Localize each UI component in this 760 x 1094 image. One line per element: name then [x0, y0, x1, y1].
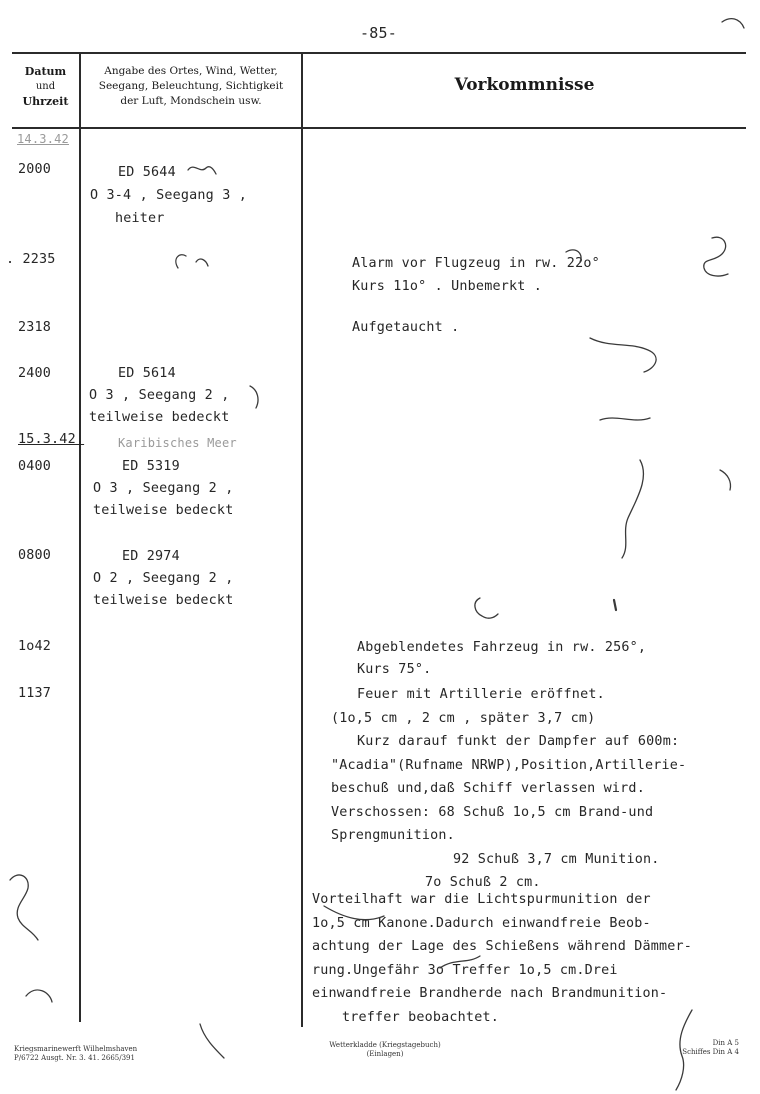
- header-time-label: Uhrzeit: [22, 95, 69, 108]
- time-2400: 2400: [18, 366, 52, 381]
- time-2235: . 2235: [6, 252, 56, 267]
- weather-sky: teilweise bedeckt: [89, 410, 230, 425]
- event-2318: Aufgetaucht .: [352, 320, 460, 335]
- event-line: Sprengmunition.: [331, 828, 455, 843]
- event-line: Abgeblendetes Fahrzeug in rw. 256°,: [357, 640, 647, 655]
- date-14-3-42: 14.3.42: [17, 132, 69, 146]
- weather-sky: teilweise bedeckt: [93, 593, 234, 608]
- weather-wind-sea: O 3 , Seegang 2 ,: [89, 388, 230, 403]
- event-line: achtung der Lage des Schießens während Dämmer-: [312, 939, 693, 954]
- header-and-label: und: [35, 81, 56, 92]
- footer-center-line-2: (Einlagen): [366, 1050, 404, 1058]
- event-line: rung.Ungefähr 3o Treffer 1o,5 cm.Drei: [312, 962, 618, 978]
- footer-left-line-1: Kriegsmarinewerft Wilhelmshaven: [14, 1045, 138, 1053]
- footer-left-line-2: P/6722 Ausgt. Nr. 3. 41. 2665/391: [14, 1054, 135, 1062]
- page-number: -85-: [360, 24, 397, 42]
- event-line: Vorteilhaft war die Lichtspurmunition der: [312, 892, 651, 907]
- weather-position: ED 5319: [122, 459, 180, 474]
- weather-region-note: Karibisches Meer: [118, 436, 237, 450]
- weather-position: ED 5614: [118, 366, 176, 381]
- event-line: Alarm vor Flugzeug in rw. 22o°: [352, 256, 600, 271]
- header-events: Vorkommnisse: [454, 75, 595, 95]
- footer-center-line-1: Wetterkladde (Kriegstagebuch): [329, 1041, 441, 1049]
- event-line: "Acadia"(Rufname NRWP),Position,Artillerie-: [331, 757, 687, 773]
- event-line: Kurz darauf funkt der Dampfer auf 600m:: [357, 734, 680, 749]
- event-line: Verschossen: 68 Schuß 1o,5 cm Brand-und: [331, 804, 654, 820]
- event-line: 92 Schuß 3,7 cm Munition.: [453, 851, 660, 867]
- event-line: einwandfreie Brandherde nach Brandmunition-: [312, 986, 668, 1001]
- weather-position: ED 2974: [122, 549, 180, 564]
- time-0400: 0400: [18, 459, 52, 474]
- weather-wind-sea: O 2 , Seegang 2 ,: [93, 571, 234, 586]
- event-line: beschuß und,daß Schiff verlassen wird.: [331, 781, 645, 796]
- header-conditions-line-2: Seegang, Beleuchtung, Sichtigkeit: [98, 80, 284, 92]
- weather-position: ED 5644: [118, 165, 176, 180]
- event-line: Kurs 75°.: [357, 662, 432, 677]
- header-conditions-line-3: der Luft, Mondschein usw.: [120, 95, 262, 107]
- weather-sky: heiter: [115, 211, 165, 226]
- time-1137: 1137: [18, 686, 52, 701]
- event-line: Kurs 11o° . Unbemerkt .: [352, 279, 543, 294]
- time-1042: 1o42: [18, 639, 52, 654]
- header-date-label: Datum: [24, 65, 67, 78]
- weather-wind-sea: O 3-4 , Seegang 3 ,: [90, 188, 247, 203]
- event-line: (1o,5 cm , 2 cm , später 3,7 cm): [331, 710, 596, 726]
- footer-right-line-1: Din A 5: [712, 1039, 739, 1047]
- time-2318: 2318: [18, 320, 52, 335]
- footer-right-line-2: Schiffes Din A 4: [682, 1048, 739, 1056]
- event-line: treffer beobachtet.: [342, 1009, 499, 1025]
- date-15-3-42: 15.3.42.: [18, 432, 85, 447]
- time-2000: 2000: [18, 162, 52, 177]
- weather-wind-sea: O 3 , Seegang 2 ,: [93, 481, 234, 496]
- event-line: Feuer mit Artillerie eröffnet.: [357, 687, 605, 702]
- time-0800: 0800: [18, 548, 52, 563]
- event-line: 7o Schuß 2 cm.: [425, 875, 541, 890]
- weather-sky: teilweise bedeckt: [93, 503, 234, 518]
- header-conditions-line-1: Angabe des Ortes, Wind, Wetter,: [104, 65, 278, 77]
- event-line: 1o,5 cm Kanone.Dadurch einwandfreie Beob-: [312, 915, 651, 931]
